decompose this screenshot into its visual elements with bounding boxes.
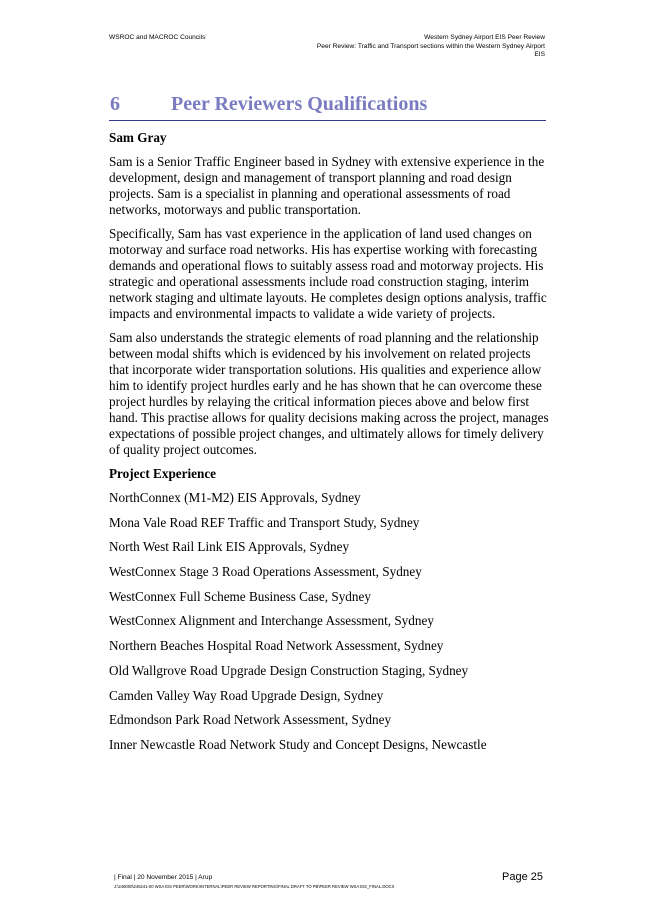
- section-heading: [109, 92, 546, 121]
- project-list: [109, 490, 549, 762]
- header-right-line2: Peer Review: Traffic and Transport sections within the Western Sydney Airport: [316, 42, 545, 50]
- project-experience-heading: Project Experience: [109, 466, 217, 481]
- project-item: WestConnex Full Scheme Business Case, Sydney: [109, 588, 371, 604]
- project-item: Camden Valley Way Road Upgrade Design, Sydney: [109, 687, 384, 703]
- header-right: [245, 34, 545, 60]
- reviewer-name: Sam Gray: [109, 130, 167, 145]
- project-item: WestConnex Alignment and Interchange Assessment, Sydney: [109, 613, 434, 629]
- project-item: Inner Newcastle Road Network Study and Concept Designs, Newcastle: [109, 736, 487, 752]
- footer-left: | Final | 20 November 2015 | Arup: [114, 874, 213, 881]
- project-item: Edmondson Park Road Network Assessment, Sydney: [109, 712, 392, 728]
- header-right-line1: Western Sydney Airport EIS Peer Review: [424, 34, 545, 41]
- paragraph: Sam also understands the strategic elements of road planning and the relationship between modal shifts which is evidenced by his involvement on related projects that incorporate wider transportation solutions. His qualities and experience allow him to identify project hurdles early and he has shown that he can overcome these project hurdles by relaying the critical information pieces above and below first hand. This practise allows for quality decisions making across the project, manages expectations of possible project changes, and ultimately allows for timely delivery of quality project outcomes.: [109, 330, 549, 457]
- header-left: WSROC and MACROC Councils: [109, 34, 206, 41]
- section-title: Peer Reviewers Qualifications: [171, 93, 428, 115]
- header-right-line3: EIS: [534, 51, 545, 59]
- section-number: 6: [110, 93, 120, 115]
- project-item: WestConnex Stage 3 Road Operations Assessment, Sydney: [109, 564, 422, 580]
- project-item: Mona Vale Road REF Traffic and Transport Study, Sydney: [109, 514, 420, 530]
- paragraph: Sam is a Senior Traffic Engineer based in Sydney with extensive experience in the development, design and management of transport planning and road design projects. Sam is a specialist in planning and operational assessments of road networks, motorways and public transportation.: [109, 154, 545, 217]
- project-item: North West Rail Link EIS Approvals, Sydney: [109, 539, 350, 555]
- footer-file-path: J:\246000\246241-00 WSA EIS PEER\WORK\INTERNAL\PEER REVIEW REPORTING\FINAL DRAFT TO PB\PEER REVIEW WSA EIS_FINAL.DOCX: [114, 884, 395, 889]
- project-item: Northern Beaches Hospital Road Network Assessment, Sydney: [109, 638, 444, 654]
- paragraph: Specifically, Sam has vast experience in the application of land used changes on motorway and surface road networks. His has expertise working with forecasting demands and operational flows to suitably assess road and motorway projects. His strategic and operational assessments include road construction staging, interim network staging and ultimate layouts. He completes design options analysis, traffic impacts and environmental impacts to validate a wide variety of projects.: [109, 226, 547, 321]
- page-number: Page 25: [502, 871, 543, 883]
- project-item: Old Wallgrove Road Upgrade Design Construction Staging, Sydney: [109, 662, 469, 678]
- document-body: [109, 130, 549, 762]
- project-item: NorthConnex (M1-M2) EIS Approvals, Sydney: [109, 490, 361, 505]
